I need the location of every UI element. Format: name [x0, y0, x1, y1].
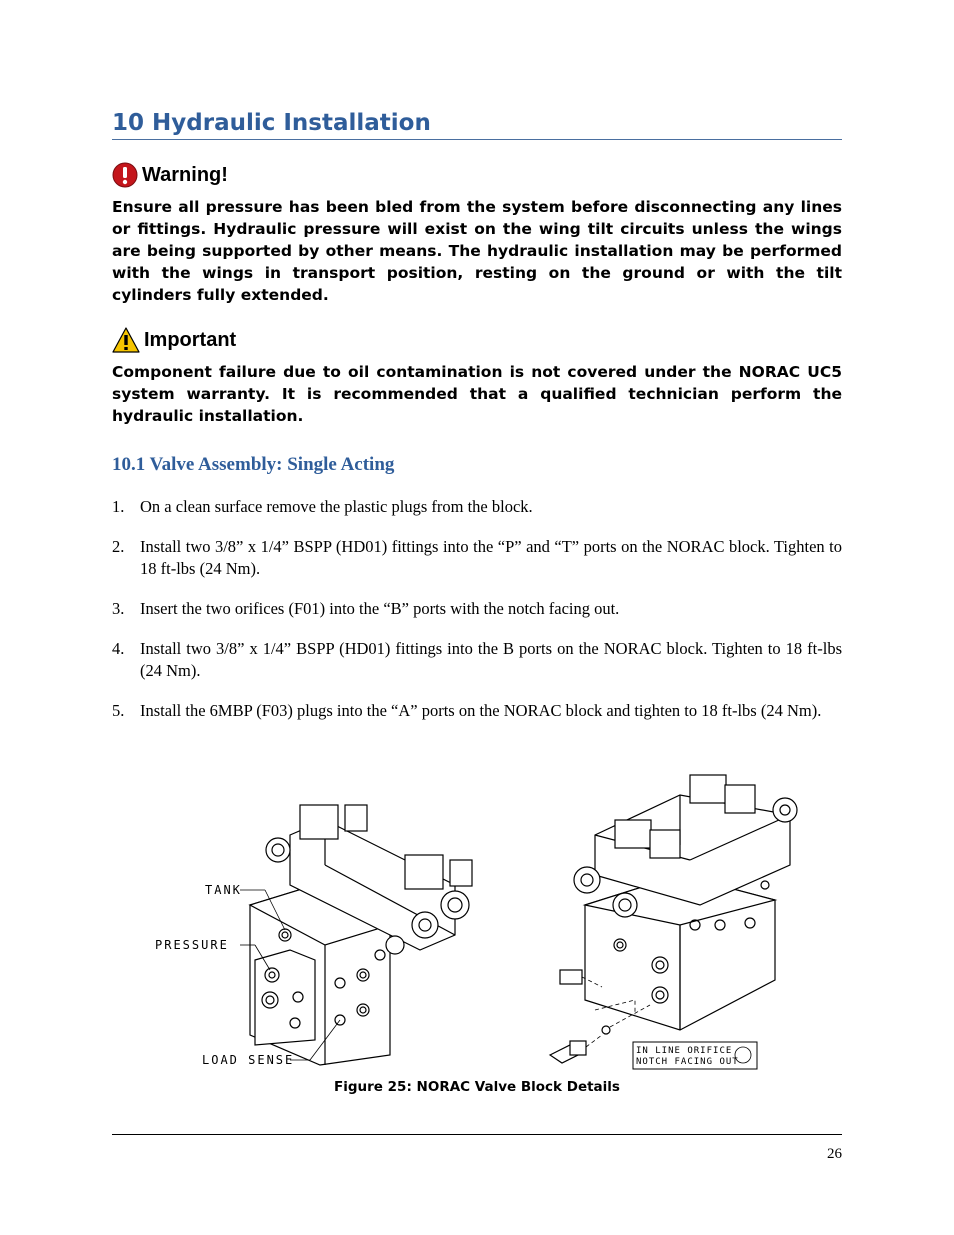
- step-text: Install the 6MBP (F03) plugs into the “A” ports on the NORAC block and tighten to 18 ft-lbs (24 Nm).: [140, 701, 822, 720]
- step-number: 2.: [112, 537, 125, 556]
- load-sense-label: LOAD SENSE: [202, 1053, 295, 1067]
- right-valve-block: [574, 775, 797, 1030]
- list-item: [112, 598, 842, 620]
- list-item: [112, 638, 842, 682]
- list-item: [112, 496, 842, 518]
- left-valve-block: [250, 805, 472, 1065]
- steps-list: [112, 496, 842, 740]
- step-text: On a clean surface remove the plastic plugs from the block.: [140, 497, 533, 516]
- step-number: 1.: [112, 497, 125, 516]
- footer-rule: [112, 1134, 842, 1135]
- warning-icon: [112, 162, 138, 188]
- figure-caption: Figure 25: NORAC Valve Block Details: [334, 1079, 620, 1095]
- warning-title: [112, 162, 228, 188]
- orifice-label-line1: IN LINE ORIFICE: [636, 1046, 733, 1056]
- heading-rule: [112, 139, 842, 140]
- tank-label: TANK: [205, 883, 242, 897]
- step-text: Install two 3/8” x 1/4” BSPP (HD01) fittings into the “P” and “T” ports on the NORAC block. Tighten to 18 ft-lbs (24 Nm).: [140, 537, 842, 578]
- important-title: [112, 327, 236, 353]
- warning-title-text: Warning!: [142, 163, 228, 186]
- section-heading: 10 Hydraulic Installation: [112, 110, 431, 136]
- list-item: [112, 536, 842, 580]
- warning-body: Ensure all pressure has been bled from the system before disconnecting any lines or fittings. Hydraulic pressure will exist on the wing tilt circuits unless the wings are being supported by other means. The hydraulic installation may be performed with the wings in transport position, resting on the ground or with the tilt cylinders fully extended.: [112, 198, 842, 304]
- subsection-heading: 10.1 Valve Assembly: Single Acting: [112, 454, 395, 475]
- important-body: Component failure due to oil contamination is not covered under the NORAC UC5 system warranty. It is recommended that a qualified technician perform the hydraulic installation.: [112, 363, 842, 425]
- important-title-text: Important: [144, 328, 237, 351]
- step-number: 5.: [112, 701, 125, 720]
- list-item: [112, 700, 842, 722]
- orifice-label-line2: NOTCH FACING OUT: [636, 1057, 739, 1067]
- step-number: 4.: [112, 639, 125, 658]
- pressure-label: PRESSURE: [155, 938, 229, 952]
- page-number: 26: [827, 1146, 842, 1162]
- step-number: 3.: [112, 599, 125, 618]
- step-text: Install two 3/8” x 1/4” BSPP (HD01) fittings into the B ports on the NORAC block. Tighten to 18 ft-lbs (24 Nm).: [140, 639, 842, 680]
- step-text: Insert the two orifices (F01) into the “B” ports with the notch facing out.: [140, 599, 620, 618]
- caution-triangle-icon: [112, 327, 140, 353]
- valve-block-figure: [150, 765, 810, 1075]
